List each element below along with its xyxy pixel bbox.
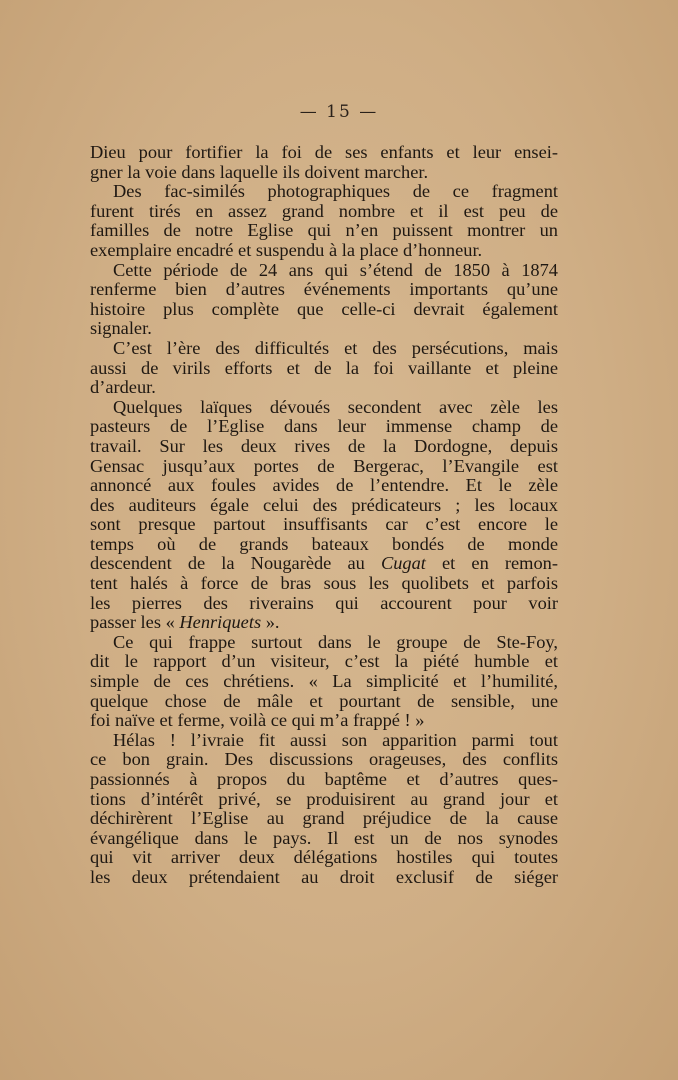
text-line-content: Dieu pour fortifier la foi de ses enfants et leur ensei-: [90, 142, 558, 162]
text-line: [90, 535, 558, 555]
text-line-content: descendent de la Nougarède au: [90, 553, 381, 574]
text-line-content: évangélique dans le pays. Il est un de nos synodes: [90, 827, 558, 848]
text-line-content: quelque chose de mâle et pourtant de sensible, une: [90, 690, 558, 711]
text-line-content: Cette période de 24 ans qui s’étend de 1850 à 1874: [113, 259, 558, 280]
text-line: [90, 319, 558, 339]
text-line-content: sont presque partout insuffisants car c’est encore le: [90, 514, 558, 535]
text-line: [90, 692, 558, 712]
text-line-content: pasteurs de l’Eglise dans leur immense champ de: [90, 416, 558, 437]
text-line-content: Ce qui frappe surtout dans le groupe de Ste-Foy,: [113, 631, 558, 652]
text-line: [90, 750, 558, 770]
text-line-content: foi naïve et ferme, voilà ce qui m’a frappé ! »: [90, 710, 425, 731]
text-line: [90, 652, 558, 672]
text-line-content: dit le rapport d’un visiteur, c’est la piété humble et: [90, 651, 558, 672]
text-line-tail: et en remon-: [425, 553, 558, 574]
text-line: [90, 496, 558, 516]
text-line: [90, 300, 558, 320]
text-line: [90, 339, 558, 359]
text-line: [90, 515, 558, 535]
italic-term: Henriquets: [179, 612, 262, 633]
text-line: [90, 221, 558, 241]
text-line-content: simple de ces chrétiens. « La simplicité et l’humilité,: [90, 671, 558, 692]
text-line-content: gner la voie dans laquelle ils doivent marcher.: [90, 161, 429, 182]
text-line: [90, 261, 558, 281]
text-line-content: signaler.: [90, 318, 152, 339]
text-line: [90, 672, 558, 692]
page-number: — 15 —: [299, 102, 379, 122]
text-line: [90, 790, 558, 810]
text-line-content: histoire plus complète que celle-ci devrait également: [90, 298, 558, 319]
text-line: [90, 241, 558, 261]
text-line: [90, 182, 558, 202]
text-line: [90, 731, 558, 751]
text-line-content: aussi de virils efforts et de la foi vaillante et pleine: [90, 357, 558, 378]
text-line: [90, 594, 558, 614]
text-line-content: renferme bien d’autres événements importants qu’une: [90, 279, 558, 300]
text-line-content: Hélas ! l’ivraie fit aussi son apparition parmi tout: [113, 729, 558, 750]
text-line: [90, 868, 558, 888]
text-line-content: Quelques laïques dévoués secondent avec zèle les: [113, 396, 558, 417]
text-line: [90, 143, 558, 163]
text-line: [90, 378, 558, 398]
text-line: [90, 398, 558, 418]
text-line-content: ce bon grain. Des discussions orageuses, des conflits: [90, 749, 558, 770]
text-line-content: tent halés à force de bras sous les quolibets et parfois: [90, 573, 558, 594]
text-line-content: d’ardeur.: [90, 377, 156, 398]
text-line-content: tions d’intérêt privé, se produisirent au grand jour et: [90, 788, 558, 809]
text-line-content: annoncé aux foules avides de l’entendre. Et le zèle: [90, 475, 558, 496]
text-line-content: familles de notre Eglise qui n’en puissent montrer un: [90, 220, 558, 241]
text-line: [90, 809, 558, 829]
text-line: [90, 437, 558, 457]
text-line: [90, 613, 558, 633]
text-line-content: Gensac jusqu’aux portes de Bergerac, l’Evangile est: [90, 455, 558, 476]
text-line-content: passer les «: [90, 612, 180, 633]
text-line: [90, 202, 558, 222]
text-line: [90, 829, 558, 849]
text-line: [90, 476, 558, 496]
text-line-content: temps où de grands bateaux bondés de monde: [90, 533, 558, 554]
text-line: [90, 770, 558, 790]
text-line: [90, 280, 558, 300]
text-line: [90, 633, 558, 653]
text-line-content: déchirèrent l’Eglise au grand préjudice de la cause: [90, 808, 558, 829]
text-line-content: exemplaire encadré et suspendu à la place d’honneur.: [90, 239, 483, 260]
text-line-content: qui vit arriver deux délégations hostiles qui toutes: [90, 847, 558, 868]
text-line-content: les pierres des riverains qui accourent pour voir: [90, 592, 558, 613]
text-line-tail: ».: [261, 612, 280, 633]
text-line-content: Des fac-similés photographiques de ce fragment: [113, 181, 558, 202]
text-line: [90, 163, 558, 183]
text-line-content: C’est l’ère des difficultés et des persécutions, mais: [113, 337, 558, 358]
text-line: [90, 848, 558, 868]
text-line-content: furent tirés en assez grand nombre et il est peu de: [90, 200, 558, 221]
text-line: [90, 554, 558, 574]
italic-term: Cugat: [380, 553, 426, 574]
body-text: [90, 143, 558, 888]
text-line-content: des auditeurs égale celui des prédicateurs ; les locaux: [90, 494, 558, 515]
text-line: [90, 417, 558, 437]
text-line: [90, 711, 558, 731]
text-line: [90, 574, 558, 594]
text-line-content: les deux prétendaient au droit exclusif de siéger: [90, 866, 558, 887]
text-line: [90, 359, 558, 379]
text-line: [90, 457, 558, 477]
text-line-content: passionnés à propos du baptême et d’autres ques-: [90, 769, 558, 789]
text-line-content: travail. Sur les deux rives de la Dordogne, depuis: [90, 435, 558, 456]
